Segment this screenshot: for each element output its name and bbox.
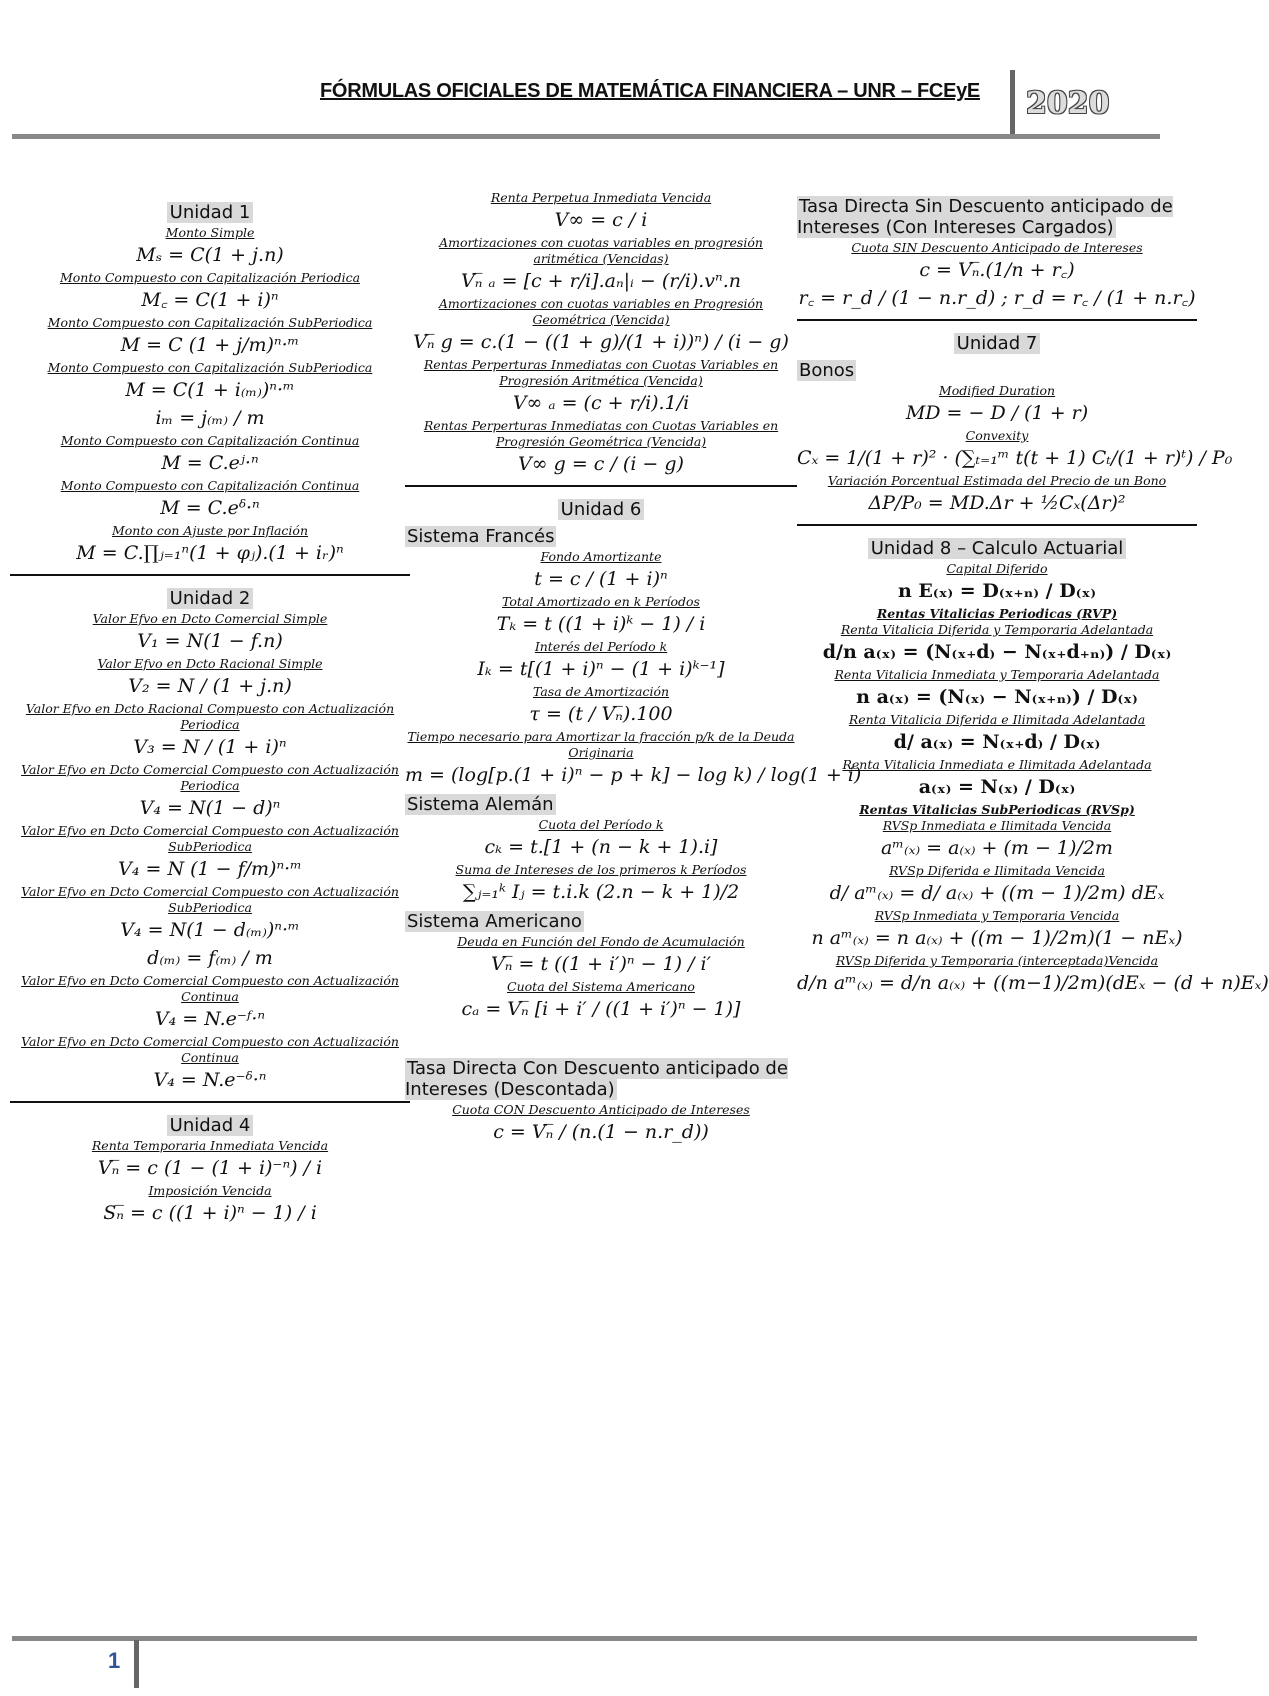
formula: Tₖ = t ((1 + i)ᵏ − 1) / i <box>496 613 706 635</box>
formula: V∞ ₐ = (c + r/i).1/i <box>512 392 690 414</box>
formula-block <box>10 433 410 476</box>
formula-block <box>405 594 797 637</box>
formula-block <box>10 523 410 566</box>
formula-label: Cuota del Período k <box>538 817 664 832</box>
formula-label: Valor Efvo en Dcto Racional Compuesto con Actualización Periodica <box>25 701 395 732</box>
formula-block <box>405 729 862 788</box>
formula-label: Valor Efvo en Dcto Comercial Compuesto con Actualización Continua <box>21 973 399 1004</box>
formula-label: Rentas Perperturas Inmediatas con Cuotas Variables en Progresión Aritmética (Vencida) <box>423 357 779 388</box>
formula-block <box>797 428 1233 471</box>
formula-label: Cuota SIN Descuento Anticipado de Intereses <box>851 240 1143 255</box>
formula-label: Interés del Período k <box>534 639 668 654</box>
formula-label: Cuota del Sistema Americano <box>507 979 695 994</box>
formula-label: Deuda en Función del Fondo de Acumulación <box>457 934 745 949</box>
formula: V₄ = N(1 − d)ⁿ <box>139 797 281 819</box>
formula-block <box>405 235 797 294</box>
formula: iₘ = j₍ₘ₎ / m <box>155 407 265 429</box>
formula: a₍ₓ₎ = N₍ₓ₎ / D₍ₓ₎ <box>918 776 1076 798</box>
header-rule <box>12 134 1160 139</box>
formula-label: Rentas Vitalicias SubPeriodicas (RVSp) <box>859 802 1135 817</box>
formula: V₄ = N.e⁻ᵟ·ⁿ <box>153 1069 267 1091</box>
subsection-heading-text: Sistema Alemán <box>407 794 554 815</box>
formula: d/ aᵐ₍ₓ₎ = d/ a₍ₓ₎ + ((m − 1)/2m) dEₓ <box>829 882 1165 904</box>
formula: d₍ₘ₎ = f₍ₘ₎ / m <box>147 947 273 969</box>
formula-block <box>10 701 410 760</box>
formula: Cₓ = 1/(1 + r)² · (∑ₜ₌₁ᵐ t(t + 1) Cₜ/(1 + r)ᵗ) / P₀ <box>797 447 1233 469</box>
header-divider <box>1010 70 1015 136</box>
formula-block <box>10 1034 410 1093</box>
formula-block <box>10 823 410 882</box>
formula-block <box>10 315 410 358</box>
section-divider <box>797 524 1197 526</box>
formula: V₄ = N.e⁻ᶠ·ⁿ <box>154 1008 266 1030</box>
formula: Vₙ̅ ₐ = [c + r/i].aₙ|ᵢ − (r/i).vⁿ.n <box>460 270 742 292</box>
unit-heading <box>10 202 410 223</box>
formula-label: Variación Porcentual Estimada del Precio de un Bono <box>827 473 1167 488</box>
formula-block <box>10 360 410 403</box>
formula-label: Monto Compuesto con Capitalización Continua <box>60 433 360 448</box>
subsection-heading <box>405 794 797 815</box>
formula: d/n aᵐ₍ₓ₎ = d/n a₍ₓ₎ + ((m−1)/2m)(dEₓ − (d + n)Eₓ) <box>797 972 1269 994</box>
formula-label: Monto Compuesto con Capitalización Periodica <box>59 270 361 285</box>
formula: M = C (1 + j/m)ⁿ·ᵐ <box>120 334 300 356</box>
formula: Vₙ̅ g = c.(1 − ((1 + g)/(1 + i))ⁿ) / (i − g) <box>413 331 789 353</box>
formula: r꜀ = r_d / (1 − n.r_d) ; r_d = r꜀ / (1 + n.r꜀) <box>798 287 1196 309</box>
unit-heading <box>797 333 1197 354</box>
formula-label: RVSp Diferida y Temporaria (interceptada)Vencida <box>835 953 1159 968</box>
formula-block <box>405 418 797 477</box>
unit-heading <box>10 1115 410 1136</box>
unit-heading <box>797 538 1197 559</box>
unit-heading-text: Unidad 8 – Calculo Actuarial <box>868 538 1127 559</box>
formula: Mₛ = C(1 + j.n) <box>136 244 284 266</box>
unit-heading-text: Unidad 6 <box>558 499 645 520</box>
formula-label: Monto Simple <box>165 225 255 240</box>
formula-block <box>797 622 1197 665</box>
page-title: FÓRMULAS OFICIALES DE MATEMÁTICA FINANCIERA – UNR – FCEyE <box>320 80 980 102</box>
formula-block <box>797 818 1197 861</box>
formula-label: Monto Compuesto con Capitalización SubPeriodica <box>47 360 373 375</box>
formula-block <box>405 862 797 905</box>
section-divider <box>10 574 410 576</box>
formula-block <box>10 1138 410 1181</box>
subsection-heading <box>797 196 1197 238</box>
unit-heading-text: Unidad 2 <box>167 588 254 609</box>
subsection-heading <box>405 911 797 932</box>
formula-label: Valor Efvo en Dcto Comercial Compuesto con Actualización Continua <box>21 1034 399 1065</box>
formula-label: Convexity <box>965 428 1029 443</box>
formula: M = C(1 + i₍ₘ₎)ⁿ·ᵐ <box>125 379 295 401</box>
formula-block <box>10 1183 410 1226</box>
formula: d/n a₍ₓ₎ = (N₍ₓ₊d₎ − N₍ₓ₊d₊ₙ₎) / D₍ₓ₎ <box>822 641 1172 663</box>
formula-block <box>10 945 410 971</box>
formula-block <box>10 973 410 1032</box>
formula-block <box>10 405 410 431</box>
formula: V∞ = c / i <box>554 209 648 231</box>
formula-label: RVSp Diferida e Ilimitada Vencida <box>889 863 1105 878</box>
unit-heading-text: Unidad 1 <box>167 202 254 223</box>
page-number: 1 <box>108 1648 121 1673</box>
formula-label: Cuota CON Descuento Anticipado de Intereses <box>452 1102 750 1117</box>
formula-label: Capital Diferido <box>946 561 1048 576</box>
subsection-heading <box>797 360 1197 381</box>
spacer <box>405 1024 797 1052</box>
formula-block <box>405 639 797 682</box>
formula-block <box>797 240 1197 283</box>
formula-block <box>10 225 410 268</box>
section-divider <box>797 319 1197 321</box>
formula-label: Monto Compuesto con Capitalización Continua <box>60 478 360 493</box>
formula-label: Valor Efvo en Dcto Racional Simple <box>97 656 323 671</box>
formula-block <box>797 285 1197 311</box>
formula-label: Renta Vitalicia Diferida y Temporaria Adelantada <box>840 622 1154 637</box>
formula-block <box>405 1102 797 1145</box>
unit-heading-text: Unidad 4 <box>167 1115 254 1136</box>
subsection-heading <box>405 526 797 547</box>
formula: cₐ = Vₙ̅ [i + i′ / ((1 + i′)ⁿ − 1)] <box>461 998 741 1020</box>
subsection-heading-text: Tasa Directa Con Descuento anticipado de Intereses (Descontada) <box>405 1058 788 1100</box>
formula-label: Renta Vitalicia Diferida e Ilimitada Adelantada <box>848 712 1146 727</box>
formula-label: Valor Efvo en Dcto Comercial Simple <box>92 611 328 626</box>
formula-block <box>797 473 1197 516</box>
formula-block <box>797 802 1197 818</box>
formula-block <box>405 817 797 860</box>
formula-label: RVSp Inmediata y Temporaria Vencida <box>874 908 1120 923</box>
formula: m = (log[p.(1 + i)ⁿ − p + k] − log k) / log(1 + i) <box>405 764 862 786</box>
formula-block <box>797 606 1197 622</box>
header-year: 2020 <box>1026 86 1110 121</box>
formula-label: Tiempo necesario para Amortizar la fracción p/k de la Deuda Originaria <box>407 729 795 760</box>
formula-block <box>797 561 1197 604</box>
formula-label: RVSp Inmediata e Ilimitada Vencida <box>882 818 1112 833</box>
formula: V₃ = N / (1 + i)ⁿ <box>133 736 287 758</box>
column-3 <box>797 190 1269 998</box>
formula: n a₍ₓ₎ = (N₍ₓ₎ − N₍ₓ₊ₙ₎) / D₍ₓ₎ <box>856 686 1138 708</box>
formula: n E₍ₓ₎ = D₍ₓ₊ₙ₎ / D₍ₓ₎ <box>897 580 1097 602</box>
formula: Iₖ = t[(1 + i)ⁿ − (1 + i)ᵏ⁻¹] <box>477 658 725 680</box>
formula: ∑ⱼ₌₁ᵏ Iⱼ = t.i.k (2.n − k + 1)/2 <box>462 881 740 903</box>
footer-rule <box>12 1636 1197 1641</box>
formula-label: Tasa de Amortización <box>532 684 670 699</box>
formula-label: Renta Perpetua Inmediata Vencida <box>490 190 712 205</box>
formula-block <box>797 383 1197 426</box>
column-1 <box>10 190 410 1228</box>
formula-label: Suma de Intereses de los primeros k Períodos <box>455 862 747 877</box>
section-divider <box>10 1101 410 1103</box>
formula: V₁ = N(1 − f.n) <box>137 630 283 652</box>
subsection-heading-text: Sistema Francés <box>407 526 555 547</box>
formula-label: Total Amortizado en k Períodos <box>502 594 700 609</box>
formula-label: Renta Temporaria Inmediata Vencida <box>91 1138 329 1153</box>
formula-block <box>797 908 1197 951</box>
subsection-heading-text: Sistema Americano <box>407 911 582 932</box>
formula: n aᵐ₍ₓ₎ = n a₍ₓ₎ + ((m − 1)/2m)(1 − nEₓ) <box>811 927 1183 949</box>
formula-label: Imposición Vencida <box>148 1183 272 1198</box>
formula-block <box>405 357 797 416</box>
formula-label: Fondo Amortizante <box>540 549 662 564</box>
formula: M = C.eᵟ·ⁿ <box>160 497 260 519</box>
formula: d/ a₍ₓ₎ = N₍ₓ₊d₎ / D₍ₓ₎ <box>893 731 1101 753</box>
formula-block <box>10 656 410 699</box>
formula-label: Monto con Ajuste por Inflación <box>111 523 309 538</box>
formula-block <box>10 611 410 654</box>
formula-label: Valor Efvo en Dcto Comercial Compuesto con Actualización Periodica <box>21 762 399 793</box>
formula: Vₙ̅ = c (1 − (1 + i)⁻ⁿ) / i <box>97 1157 323 1179</box>
formula-label: Monto Compuesto con Capitalización SubPeriodica <box>47 315 373 330</box>
formula: c = Vₙ̅.(1/n + r꜀) <box>919 259 1075 281</box>
formula-label: Amortizaciones con cuotas variables en Progresión Geométrica (Vencida) <box>438 296 764 327</box>
formula-block <box>405 979 797 1022</box>
unit-heading <box>405 499 797 520</box>
formula: ΔP/P₀ = MD.Δr + ½Cₓ(Δr)² <box>868 492 1126 514</box>
unit-heading-text: Unidad 7 <box>954 333 1041 354</box>
formula-block <box>405 190 797 233</box>
formula: c = Vₙ̅ / (n.(1 − n.r_d)) <box>493 1121 709 1143</box>
formula-block <box>797 757 1197 800</box>
formula-label: Rentas Vitalicias Periodicas (RVP) <box>876 606 1118 621</box>
unit-heading <box>10 588 410 609</box>
formula: V₂ = N / (1 + j.n) <box>128 675 292 697</box>
subsection-heading-text: Bonos <box>799 360 855 381</box>
formula-label: Valor Efvo en Dcto Comercial Compuesto con Actualización SubPeriodica <box>21 884 399 915</box>
formula: t = c / (1 + i)ⁿ <box>534 568 668 590</box>
formula: V₄ = N (1 − f/m)ⁿ·ᵐ <box>118 858 302 880</box>
section-divider <box>405 485 797 487</box>
formula-block <box>797 953 1269 996</box>
formula-block <box>10 884 410 943</box>
formula-label: Valor Efvo en Dcto Comercial Compuesto con Actualización SubPeriodica <box>21 823 399 854</box>
formula-block <box>405 684 797 727</box>
formula: V₄ = N(1 − d₍ₘ₎)ⁿ·ᵐ <box>120 919 300 941</box>
formula-block <box>797 712 1197 755</box>
formula-block <box>405 549 797 592</box>
formula: τ = (t / Vₙ̅).100 <box>529 703 673 725</box>
formula: M꜀ = C(1 + i)ⁿ <box>141 289 279 311</box>
formula-block <box>10 478 410 521</box>
formula-block <box>10 270 410 313</box>
footer-divider <box>134 1640 139 1688</box>
formula: MD = − D / (1 + r) <box>905 402 1089 424</box>
formula-block <box>797 863 1197 906</box>
formula-label: Rentas Perperturas Inmediatas con Cuotas Variables en Progresión Geométrica (Vencida) <box>423 418 779 449</box>
subsection-heading-text: Tasa Directa Sin Descuento anticipado de Intereses (Con Intereses Cargados) <box>797 196 1173 238</box>
formula-block <box>10 762 410 821</box>
formula: V∞ g = c / (i − g) <box>518 453 684 475</box>
formula-label: Renta Vitalicia Inmediata e Ilimitada Adelantada <box>842 757 1152 772</box>
formula-block <box>797 667 1197 710</box>
formula: M = C.eʲ·ⁿ <box>161 452 259 474</box>
formula: aᵐ₍ₓ₎ = a₍ₓ₎ + (m − 1)/2m <box>881 837 1113 859</box>
formula: cₖ = t.[1 + (n − k + 1).i] <box>484 836 718 858</box>
formula: Vₙ̅ = t ((1 + i′)ⁿ − 1) / i′ <box>491 953 711 975</box>
formula-block <box>405 296 797 355</box>
formula: M = C.∏ⱼ₌₁ⁿ(1 + φⱼ).(1 + iᵣ)ⁿ <box>76 542 344 564</box>
formula-label: Modified Duration <box>938 383 1056 398</box>
formula-label: Amortizaciones con cuotas variables en progresión aritmética (Vencidas) <box>439 235 763 266</box>
formula-label: Renta Vitalicia Inmediata y Temporaria Adelantada <box>834 667 1160 682</box>
formula: Sₙ̅ = c ((1 + i)ⁿ − 1) / i <box>103 1202 317 1224</box>
subsection-heading <box>405 1058 797 1100</box>
formula-block <box>405 934 797 977</box>
